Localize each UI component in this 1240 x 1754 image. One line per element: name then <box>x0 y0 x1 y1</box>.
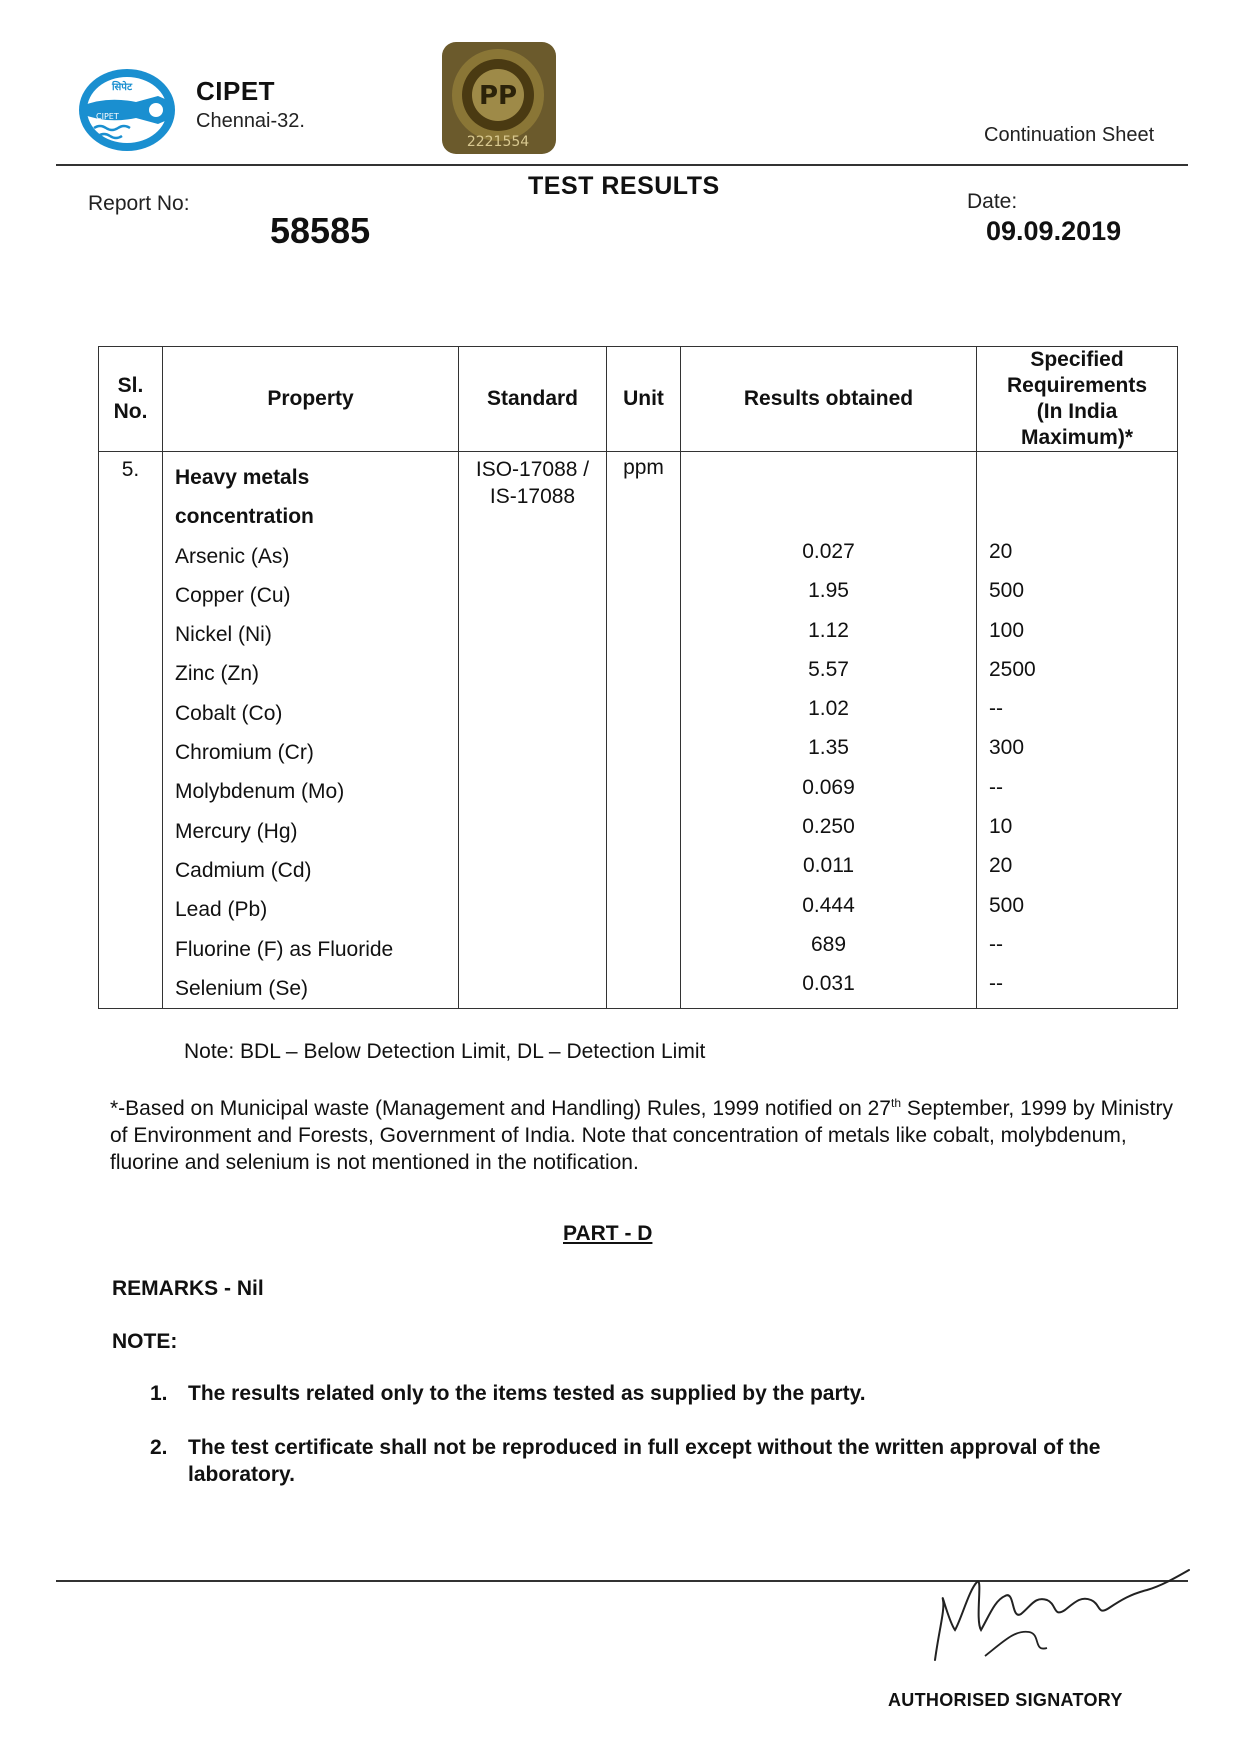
date-value: 09.09.2019 <box>986 216 1122 246</box>
spec-cell: 20 500 100 2500 -- 300 -- 10 20 500 -- -- <box>977 452 1178 1009</box>
org-name: CIPET <box>196 76 276 106</box>
svg-text:CIPET: CIPET <box>96 112 119 121</box>
property-selenium: Selenium (Se) <box>175 976 309 1000</box>
standard-cell: ISO-17088 / IS-17088 <box>459 452 607 1009</box>
property-copper: Copper (Cu) <box>175 583 291 607</box>
property-cell: Heavy metals concentration Arsenic (As) Copper (Cu) Nickel (Ni) Zinc (Zn) Cobalt (Co) Chromium (Cr) Molybdenum (Mo) Mercury (Hg) Cadmium (Cd) Lead (Pb) Fluorine (F) as Fluoride Selenium (Se) <box>163 452 459 1009</box>
col-header-property: Property <box>163 347 459 452</box>
property-zinc: Zinc (Zn) <box>175 662 259 686</box>
org-city: Chennai-32. <box>196 110 305 132</box>
results-table <box>98 346 1178 1009</box>
report-no-label: Report No: <box>88 192 190 215</box>
property-lead: Lead (Pb) <box>175 898 268 922</box>
col-header-sl: Sl. No. <box>99 347 163 452</box>
property-molybdenum: Molybdenum (Mo) <box>175 780 345 804</box>
handwritten-signature <box>925 1560 1195 1670</box>
results-cell: 0.027 1.95 1.12 5.57 1.02 1.35 0.069 0.250 0.011 0.444 689 0.031 <box>681 452 977 1009</box>
page-title: TEST RESULTS <box>528 172 720 200</box>
property-chromium: Chromium (Cr) <box>175 741 314 765</box>
remarks: REMARKS - Nil <box>112 1277 264 1300</box>
list-item: 2. The test certificate shall not be reproduced in full except without the written approval of the laboratory. <box>150 1436 1101 1486</box>
note-heading: NOTE: <box>112 1330 178 1353</box>
property-cadmium: Cadmium (Cd) <box>175 858 312 882</box>
col-header-standard: Standard <box>459 347 607 452</box>
date-label: Date: <box>967 190 1018 213</box>
property-mercury: Mercury (Hg) <box>175 819 298 843</box>
security-hologram <box>440 40 558 156</box>
property-cobalt: Cobalt (Co) <box>175 701 283 725</box>
table-header-row <box>99 347 1178 452</box>
property-nickel: Nickel (Ni) <box>175 623 272 647</box>
report-number: 58585 <box>270 210 371 251</box>
sl-cell: 5. <box>99 452 163 1009</box>
detection-limit-note: Note: BDL – Below Detection Limit, DL – Detection Limit <box>184 1040 706 1063</box>
part-heading: PART - D <box>563 1222 653 1245</box>
header-divider <box>56 164 1188 166</box>
cipet-logo <box>76 66 178 154</box>
col-header-results: Results obtained <box>681 347 977 452</box>
svg-text:PP: PP <box>478 81 518 111</box>
property-fluorine: Fluorine (F) as Fluoride <box>175 937 394 961</box>
continuation-sheet-label: Continuation Sheet <box>984 124 1155 146</box>
svg-text:2221554: 2221554 <box>466 134 530 150</box>
list-item: 1. The results related only to the items tested as supplied by the party. <box>150 1382 866 1405</box>
svg-text:सिपेट: सिपेट <box>111 82 133 93</box>
property-arsenic: Arsenic (As) <box>175 544 290 568</box>
notes-list <box>150 1380 1160 1515</box>
unit-cell: ppm <box>607 452 681 1009</box>
col-header-spec: Specified Requirements (In India Maximum)* <box>977 347 1178 452</box>
table-row <box>99 452 1178 1009</box>
footnote: *-Based on Municipal waste (Management and Handling) Rules, 1999 notified on 27th September, 1999 by Ministry of Environment and Forests, Government of India. Note that concentration of metals like cobalt, molybdenum, fluorine and selenium is not mentioned in the notification. <box>110 1096 1173 1174</box>
col-header-unit: Unit <box>607 347 681 452</box>
authorised-signatory-label: AUTHORISED SIGNATORY <box>888 1690 1123 1710</box>
